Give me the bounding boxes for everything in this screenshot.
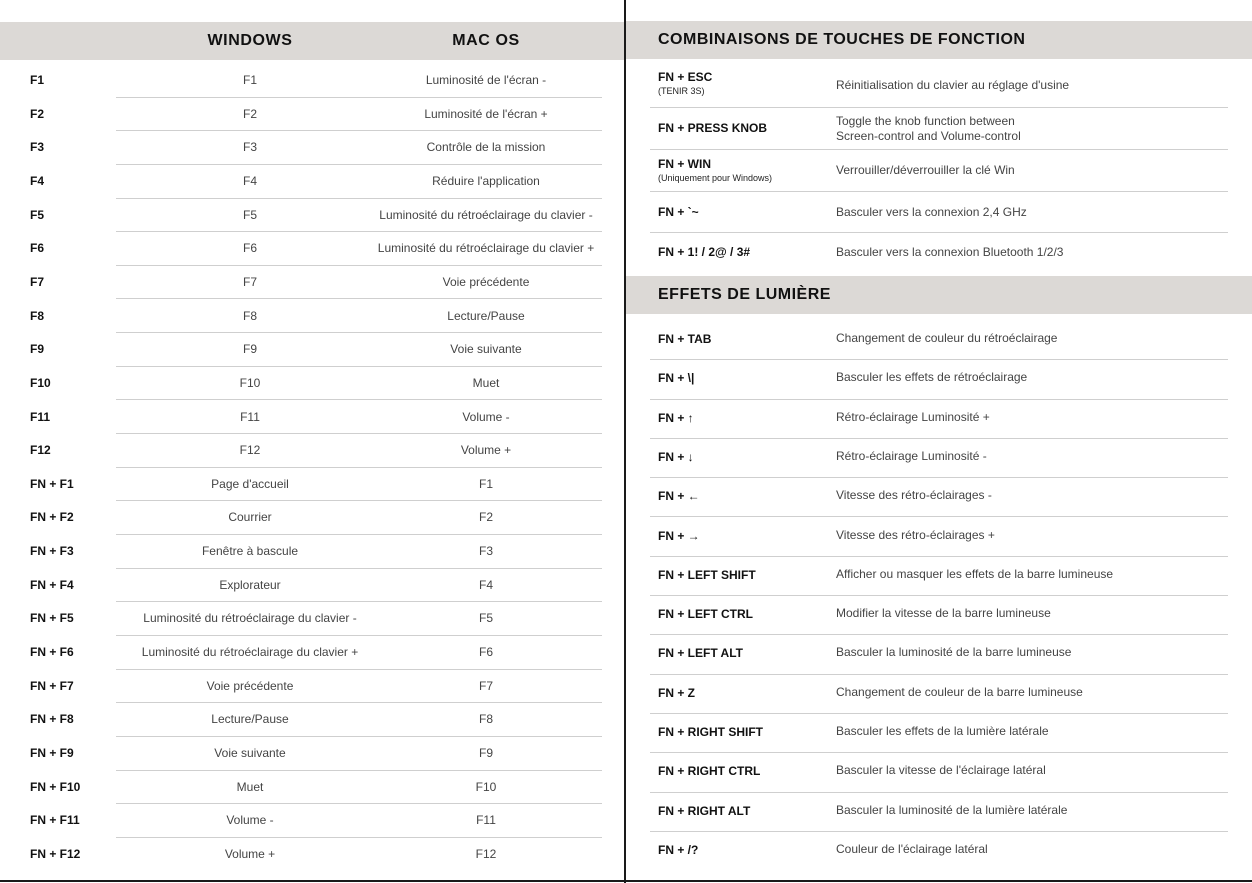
windows-action: Voie suivante: [214, 746, 286, 760]
windows-action: Page d'accueil: [211, 476, 289, 491]
shortcut-key: FN + /?: [658, 842, 699, 857]
shortcut-key: FN + 1! / 2@ / 3#: [658, 245, 751, 259]
shortcut-key: FN + ←: [658, 489, 700, 504]
table-row: [0, 838, 624, 872]
shortcut-key: FN + TAB: [658, 332, 712, 346]
shortcut-key: FN + RIGHT CTRL: [658, 764, 761, 779]
shortcut-description: Basculer vers la connexion 2,4 GHz: [836, 204, 1027, 219]
windows-action: Volume +: [224, 846, 276, 861]
shortcut-key: FN + Z: [658, 685, 696, 700]
list-item: [626, 360, 1252, 399]
table-row: [0, 165, 624, 199]
table-row: [0, 131, 624, 165]
macos-action: F1: [478, 476, 493, 491]
function-combos-header: [626, 21, 1252, 59]
shortcut-key: F3: [30, 140, 45, 155]
list-item: [626, 108, 1252, 150]
macos-action: F9: [478, 746, 493, 760]
shortcut-description: Verrouiller/déverrouiller la clé Win: [836, 163, 1015, 177]
shortcut-key: FN + →: [658, 528, 700, 543]
function-combos-title: COMBINAISONS DE TOUCHES DE FONCTION: [658, 31, 1026, 48]
list-item: [626, 400, 1252, 439]
windows-action: Volume -: [226, 813, 274, 828]
table-row: [0, 569, 624, 603]
shortcut-key: FN + WIN: [658, 157, 711, 171]
windows-action: F4: [242, 173, 257, 188]
windows-action: Lecture/Pause: [211, 712, 289, 727]
macos-action: F2: [478, 510, 493, 525]
table-row: [0, 98, 624, 132]
windows-action: F9: [242, 342, 257, 357]
shortcut-description: Basculer la luminosité de la barre lumineuse: [836, 645, 1072, 660]
windows-action: F1: [242, 73, 257, 87]
macos-action: F7: [478, 678, 493, 693]
shortcut-key: FN + F7: [30, 678, 74, 693]
shortcut-description: Rétro-éclairage Luminosité +: [836, 409, 990, 424]
shortcut-key: F12: [30, 443, 51, 458]
shortcut-description: Rétro-éclairage Luminosité -: [836, 448, 987, 463]
windows-action: F8: [242, 308, 257, 323]
table-row: [0, 703, 624, 737]
list-item: [626, 557, 1252, 596]
windows-action: F10: [239, 375, 261, 390]
shortcut-key: F6: [30, 241, 45, 256]
windows-action: F6: [242, 241, 257, 256]
list-item: [626, 793, 1252, 832]
windows-action: Muet: [236, 779, 264, 794]
macos-action: Lecture/Pause: [447, 308, 525, 323]
table-row: [0, 804, 624, 838]
shortcut-key: F1: [30, 73, 45, 87]
macos-action: Luminosité du rétroéclairage du clavier +: [377, 241, 595, 256]
windows-action: Voie précédente: [206, 678, 294, 693]
macos-action: F8: [478, 712, 493, 727]
table-row: [0, 300, 624, 334]
macos-action: F4: [478, 577, 493, 592]
shortcut-description: Basculer les effets de rétroéclairage: [836, 370, 1028, 385]
windows-action: F7: [242, 274, 257, 289]
windows-action: F11: [240, 409, 260, 424]
macos-action: Voie suivante: [450, 342, 522, 357]
shortcut-description: Vitesse des rétro-éclairages +: [836, 527, 995, 542]
shortcut-key: FN + ESC: [658, 70, 713, 84]
shortcut-key: FN + F6: [30, 645, 74, 660]
shortcut-key: F10: [30, 375, 51, 390]
list-item: [626, 518, 1252, 557]
shortcut-key: FN + ↓: [658, 449, 694, 464]
list-item: [626, 675, 1252, 714]
shortcut-key: FN + F10: [30, 779, 81, 794]
shortcut-key: FN + F11: [30, 813, 80, 828]
shortcut-note: (TENIR 3S): [658, 86, 705, 96]
shortcut-key: FN + LEFT ALT: [658, 646, 743, 661]
list-item: [626, 63, 1252, 108]
shortcut-description: Couleur de l'éclairage latéral: [836, 841, 988, 856]
table-row: [0, 535, 624, 569]
list-item: [626, 596, 1252, 635]
list-item: [626, 478, 1252, 517]
shortcut-key: F4: [30, 173, 45, 188]
shortcut-key: FN + F3: [30, 544, 74, 559]
shortcut-description: Afficher ou masquer les effets de la barre lumineuse: [836, 566, 1114, 581]
shortcut-description: Basculer la luminosité de la lumière latérale: [836, 802, 1068, 817]
shortcut-description-line2: Screen-control and Volume-control: [836, 129, 1021, 143]
table-row: [0, 367, 624, 401]
shortcut-key: FN + `~: [658, 204, 699, 219]
shortcut-key: FN + \|: [658, 371, 695, 386]
list-item: [626, 753, 1252, 792]
table-row: [0, 232, 624, 266]
bottom-rule: [0, 880, 1252, 882]
macos-action: F6: [478, 645, 493, 660]
shortcut-key: FN + LEFT SHIFT: [658, 567, 756, 582]
table-row: [0, 737, 624, 771]
shortcut-description: Changement de couleur du rétroéclairage: [836, 331, 1058, 345]
shortcut-key: F11: [30, 409, 51, 424]
windows-column-header: WINDOWS: [207, 32, 293, 49]
shortcut-note: (Uniquement pour Windows): [658, 173, 773, 183]
shortcut-key: FN + RIGHT SHIFT: [658, 725, 763, 739]
macos-action: Contrôle de la mission: [426, 140, 546, 155]
table-row: [0, 468, 624, 502]
windows-action: F12: [239, 443, 261, 458]
shortcut-key: FN + ↑: [658, 410, 694, 425]
windows-action: F5: [242, 207, 257, 222]
shortcut-key: FN + F1: [30, 476, 74, 491]
shortcut-description: Basculer la vitesse de l'éclairage latéral: [836, 763, 1046, 778]
shortcut-description: Changement de couleur de la barre lumineuse: [836, 684, 1083, 699]
list-item: [626, 714, 1252, 753]
shortcut-key: FN + RIGHT ALT: [658, 803, 751, 818]
windows-action: F2: [242, 106, 257, 121]
shortcut-table-header: [0, 22, 624, 60]
shortcut-key: FN + F12: [30, 846, 81, 861]
list-item: [626, 321, 1252, 360]
list-item: [626, 832, 1252, 871]
list-item: [626, 233, 1252, 273]
table-row: [0, 199, 624, 233]
macos-action: F10: [475, 779, 497, 794]
macos-action: Luminosité de l'écran +: [424, 106, 548, 121]
windows-action: Luminosité du rétroéclairage du clavier -: [143, 611, 357, 626]
shortcut-description: Modifier la vitesse de la barre lumineuse: [836, 606, 1051, 621]
macos-action: F11: [476, 813, 496, 828]
table-row: [0, 401, 624, 435]
macos-action: Volume -: [462, 409, 510, 424]
list-item: [626, 192, 1252, 233]
light-effects-header: [626, 276, 1252, 314]
shortcut-description: Basculer les effets de la lumière latérale: [836, 724, 1049, 738]
macos-action: F5: [478, 611, 493, 626]
macos-action: Luminosité de l'écran -: [425, 73, 547, 87]
shortcut-description: Basculer vers la connexion Bluetooth 1/2/3: [836, 245, 1064, 259]
table-row: [0, 670, 624, 704]
shortcut-key: F7: [30, 274, 45, 289]
table-row: [0, 636, 624, 670]
shortcut-description: Réinitialisation du clavier au réglage d'usine: [836, 77, 1070, 92]
shortcut-key: F8: [30, 308, 45, 323]
macos-action: F3: [478, 544, 493, 559]
table-row: [0, 434, 624, 468]
list-item: [626, 635, 1252, 674]
shortcut-key: F2: [30, 106, 45, 121]
shortcut-key: FN + F9: [30, 746, 74, 760]
table-row: [0, 602, 624, 636]
macos-action: Muet: [472, 375, 500, 390]
shortcut-key: F9: [30, 342, 45, 357]
macos-action: Volume +: [460, 443, 512, 458]
light-effects-title: EFFETS DE LUMIÈRE: [658, 286, 831, 303]
macos-action: F12: [475, 846, 497, 861]
windows-action: Luminosité du rétroéclairage du clavier +: [141, 645, 359, 660]
table-row: [0, 501, 624, 535]
shortcut-key: FN + F4: [30, 577, 74, 592]
macos-action: Voie précédente: [442, 274, 530, 289]
windows-action: Fenêtre à bascule: [201, 544, 299, 559]
shortcut-key: F5: [30, 207, 45, 222]
windows-action: Courrier: [228, 510, 272, 525]
macos-column-header: MAC OS: [452, 32, 520, 49]
shortcut-key: FN + F5: [30, 611, 74, 626]
shortcut-description: Toggle the knob function between: [836, 114, 1015, 128]
table-row: [0, 771, 624, 805]
macos-action: Réduire l'application: [432, 173, 540, 188]
shortcut-key: FN + F2: [30, 510, 74, 525]
shortcut-key: FN + F8: [30, 712, 74, 727]
windows-action: Explorateur: [219, 577, 281, 592]
table-row: [0, 64, 624, 98]
table-row: [0, 266, 624, 300]
shortcut-key: FN + LEFT CTRL: [658, 607, 753, 622]
macos-action: Luminosité du rétroéclairage du clavier -: [379, 207, 593, 222]
windows-action: F3: [242, 140, 257, 155]
shortcut-key: FN + PRESS KNOB: [658, 121, 768, 135]
list-item: [626, 439, 1252, 478]
shortcut-description: Vitesse des rétro-éclairages -: [836, 488, 992, 503]
table-row: [0, 333, 624, 367]
list-item: [626, 150, 1252, 192]
